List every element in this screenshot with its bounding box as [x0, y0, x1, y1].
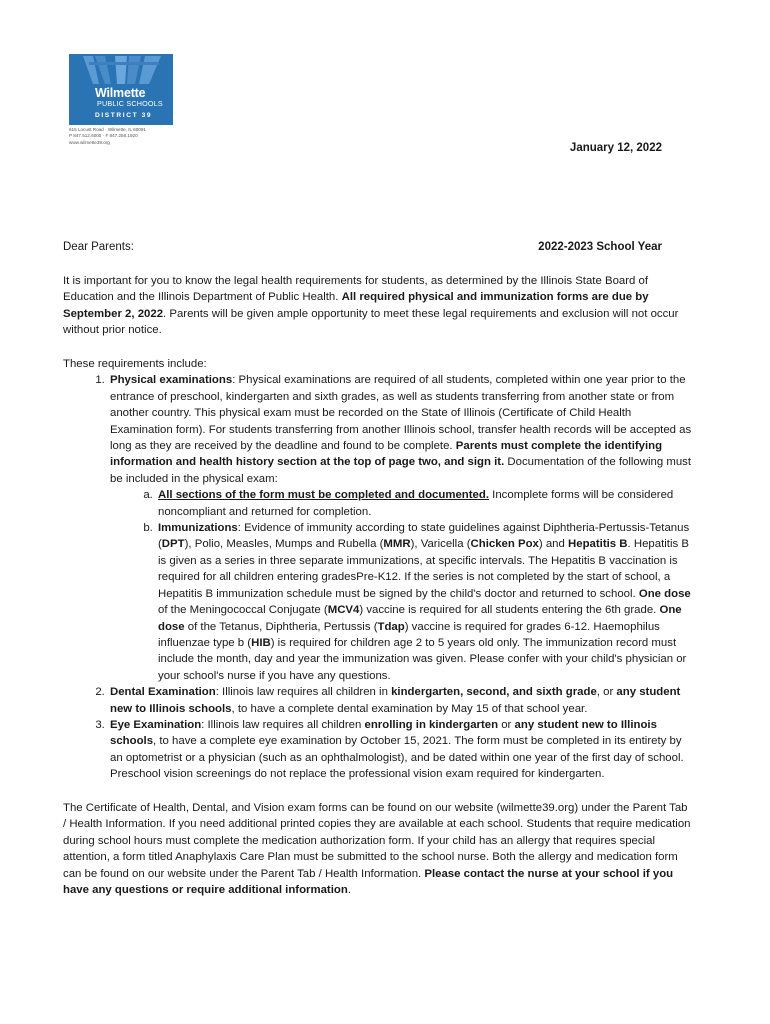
salutation: Dear Parents:: [63, 241, 134, 253]
physical-subitems: [110, 487, 693, 684]
requirements-list: [63, 372, 693, 782]
phone-line: P 847.512.6000 · F 847.256.1920: [69, 133, 138, 139]
subitem-all-sections: a. All sections of the form must be completed and documented. Incomplete forms will be considered noncompliant and returned for completion.: [156, 487, 693, 520]
requirements-section: [63, 356, 693, 783]
logo-name: Wilmette: [95, 86, 146, 100]
letter-date: January 12, 2022: [569, 142, 662, 154]
intro-paragraph: It is important for you to know the legal health requirements for students, as determined by the Illinois State Board of Education and the Illinois Department of Public Health. All required physical and immunization forms are due by September 2, 2022. Parents will be given ample opportunity to meet these legal requirements and exclusion will not occur without prior notice.: [63, 275, 679, 337]
logo-sub: PUBLIC SCHOOLS: [97, 99, 163, 108]
school-year: 2022-2023 School Year: [538, 241, 662, 253]
district-logo: [69, 54, 173, 125]
address-line: 615 Locust Road · Wilmette, IL 60091: [69, 127, 146, 132]
requirement-dental: 2. Dental Examination: Illinois law requires all children in kindergarten, second, and sixth grade, or any student new to Illinois schools, to have a complete dental examination by May 15 of that school year.: [108, 684, 693, 717]
subitem-immunizations: b. Immunizations: Evidence of immunity according to state guidelines against Diphtheria-Pertussis-Tetanus (DPT), Polio, Measles, Mumps and Rubella (MMR), Varicella (Chicken Pox) and Hepatitis B. Hepatitis B is given as a series in three separate immunizations, at specific intervals. The Hepatitis B vaccination is required for all children entering gradesPre-K12. If the series is not completed by the start of school, a Hepatitis B immunization schedule must be signed by the child's doctor and returned to school. One dose of the Meningococcal Conjugate (MCV4) vaccine is required for all students entering the 6th grade. One dose of the Tetanus, Diphtheria, Pertussis (Tdap) vaccine is required for grades 6-12. Haemophilus influenzae type b (HIB) is required for children age 2 to 5 years old only. The immunization record must include the month, day and year the immunization was given. Please confer with your child's physician or your school's nurse if you have any questions.: [156, 520, 693, 684]
address-block: [69, 127, 173, 146]
requirement-eye: 3. Eye Examination: Illinois law requires all children enrolling in kindergarten or any student new to Illinois schools, to have a complete eye examination by October 15, 2021. The form must be completed in its entirety by an optometrist or a physician (such as an ophthalmologist), and be dated within one year of the first day of school. Preschool vision screenings do not replace the professional vision exam required for kindergarten.: [108, 717, 693, 783]
requirements-intro: These requirements include:: [63, 358, 207, 370]
letterhead: [69, 54, 173, 146]
closing-paragraph: The Certificate of Health, Dental, and Vision exam forms can be found on our website (wilmette39.org) under the Parent Tab / Health Information. If you need additional printed copies they are available at each school. Students that require medication during school hours must complete the medication authorization form. If your child has an allergy that requires special attention, a form titled Anaphylaxis Care Plan must be submitted to the school nurse. Both the allergy and medication form can be found on our website under the Parent Tab / Health Information. Please contact the nurse at your school if you have any questions or require additional information.: [63, 802, 691, 897]
requirement-physical: 1. Physical examinations: Physical examinations are required of all students, completed within one year prior to the entrance of preschool, kindergarten and sixth grades, as well as students transferring from another state or from another country. This physical exam must be recorded on the State of Illinois (Certificate of Child Health Examination form). For students transferring from another Illinois school, transfer health records will be accepted as long as they are received by the deadline and found to be complete. Parents must complete the identifying information and health history section at the top of page two, and sign it. Documentation of the following must be included in the physical exam: a. All sections of the form must be completed and documented. Incomplete forms will be considered noncompliant and returned for completion. b. Immunizations: Evidence of immunity according to state guidelines against Diphtheria-Pertussis-Tetanus (DPT), Polio, Measles, Mumps and Rubella (MMR), Varicella (Chicken Pox) and Hepatitis B. Hepatitis B is given as a series in three separate immunizations, at specific intervals. The Hepatitis B vaccination is required for all children entering gradesPre-K12. If the series is not completed by the start of school, a Hepatitis B immunization schedule must be signed by the child's doctor and returned to school. One dose of the Meningococcal Conjugate (MCV4) vaccine is required for all students entering the 6th grade. One dose of the Tetanus, Diphtheria, Pertussis (Tdap) vaccine is required for grades 6-12. Haemophilus influenzae type b (HIB) is required for children age 2 to 5 years old only. The immunization record must include the month, day and year the immunization was given. Please confer with your child's physician or your school's nurse if you have any questions.: [108, 372, 693, 684]
logo-district: DISTRICT 39: [95, 112, 153, 119]
website-line: www.wilmette39.org: [69, 139, 110, 145]
